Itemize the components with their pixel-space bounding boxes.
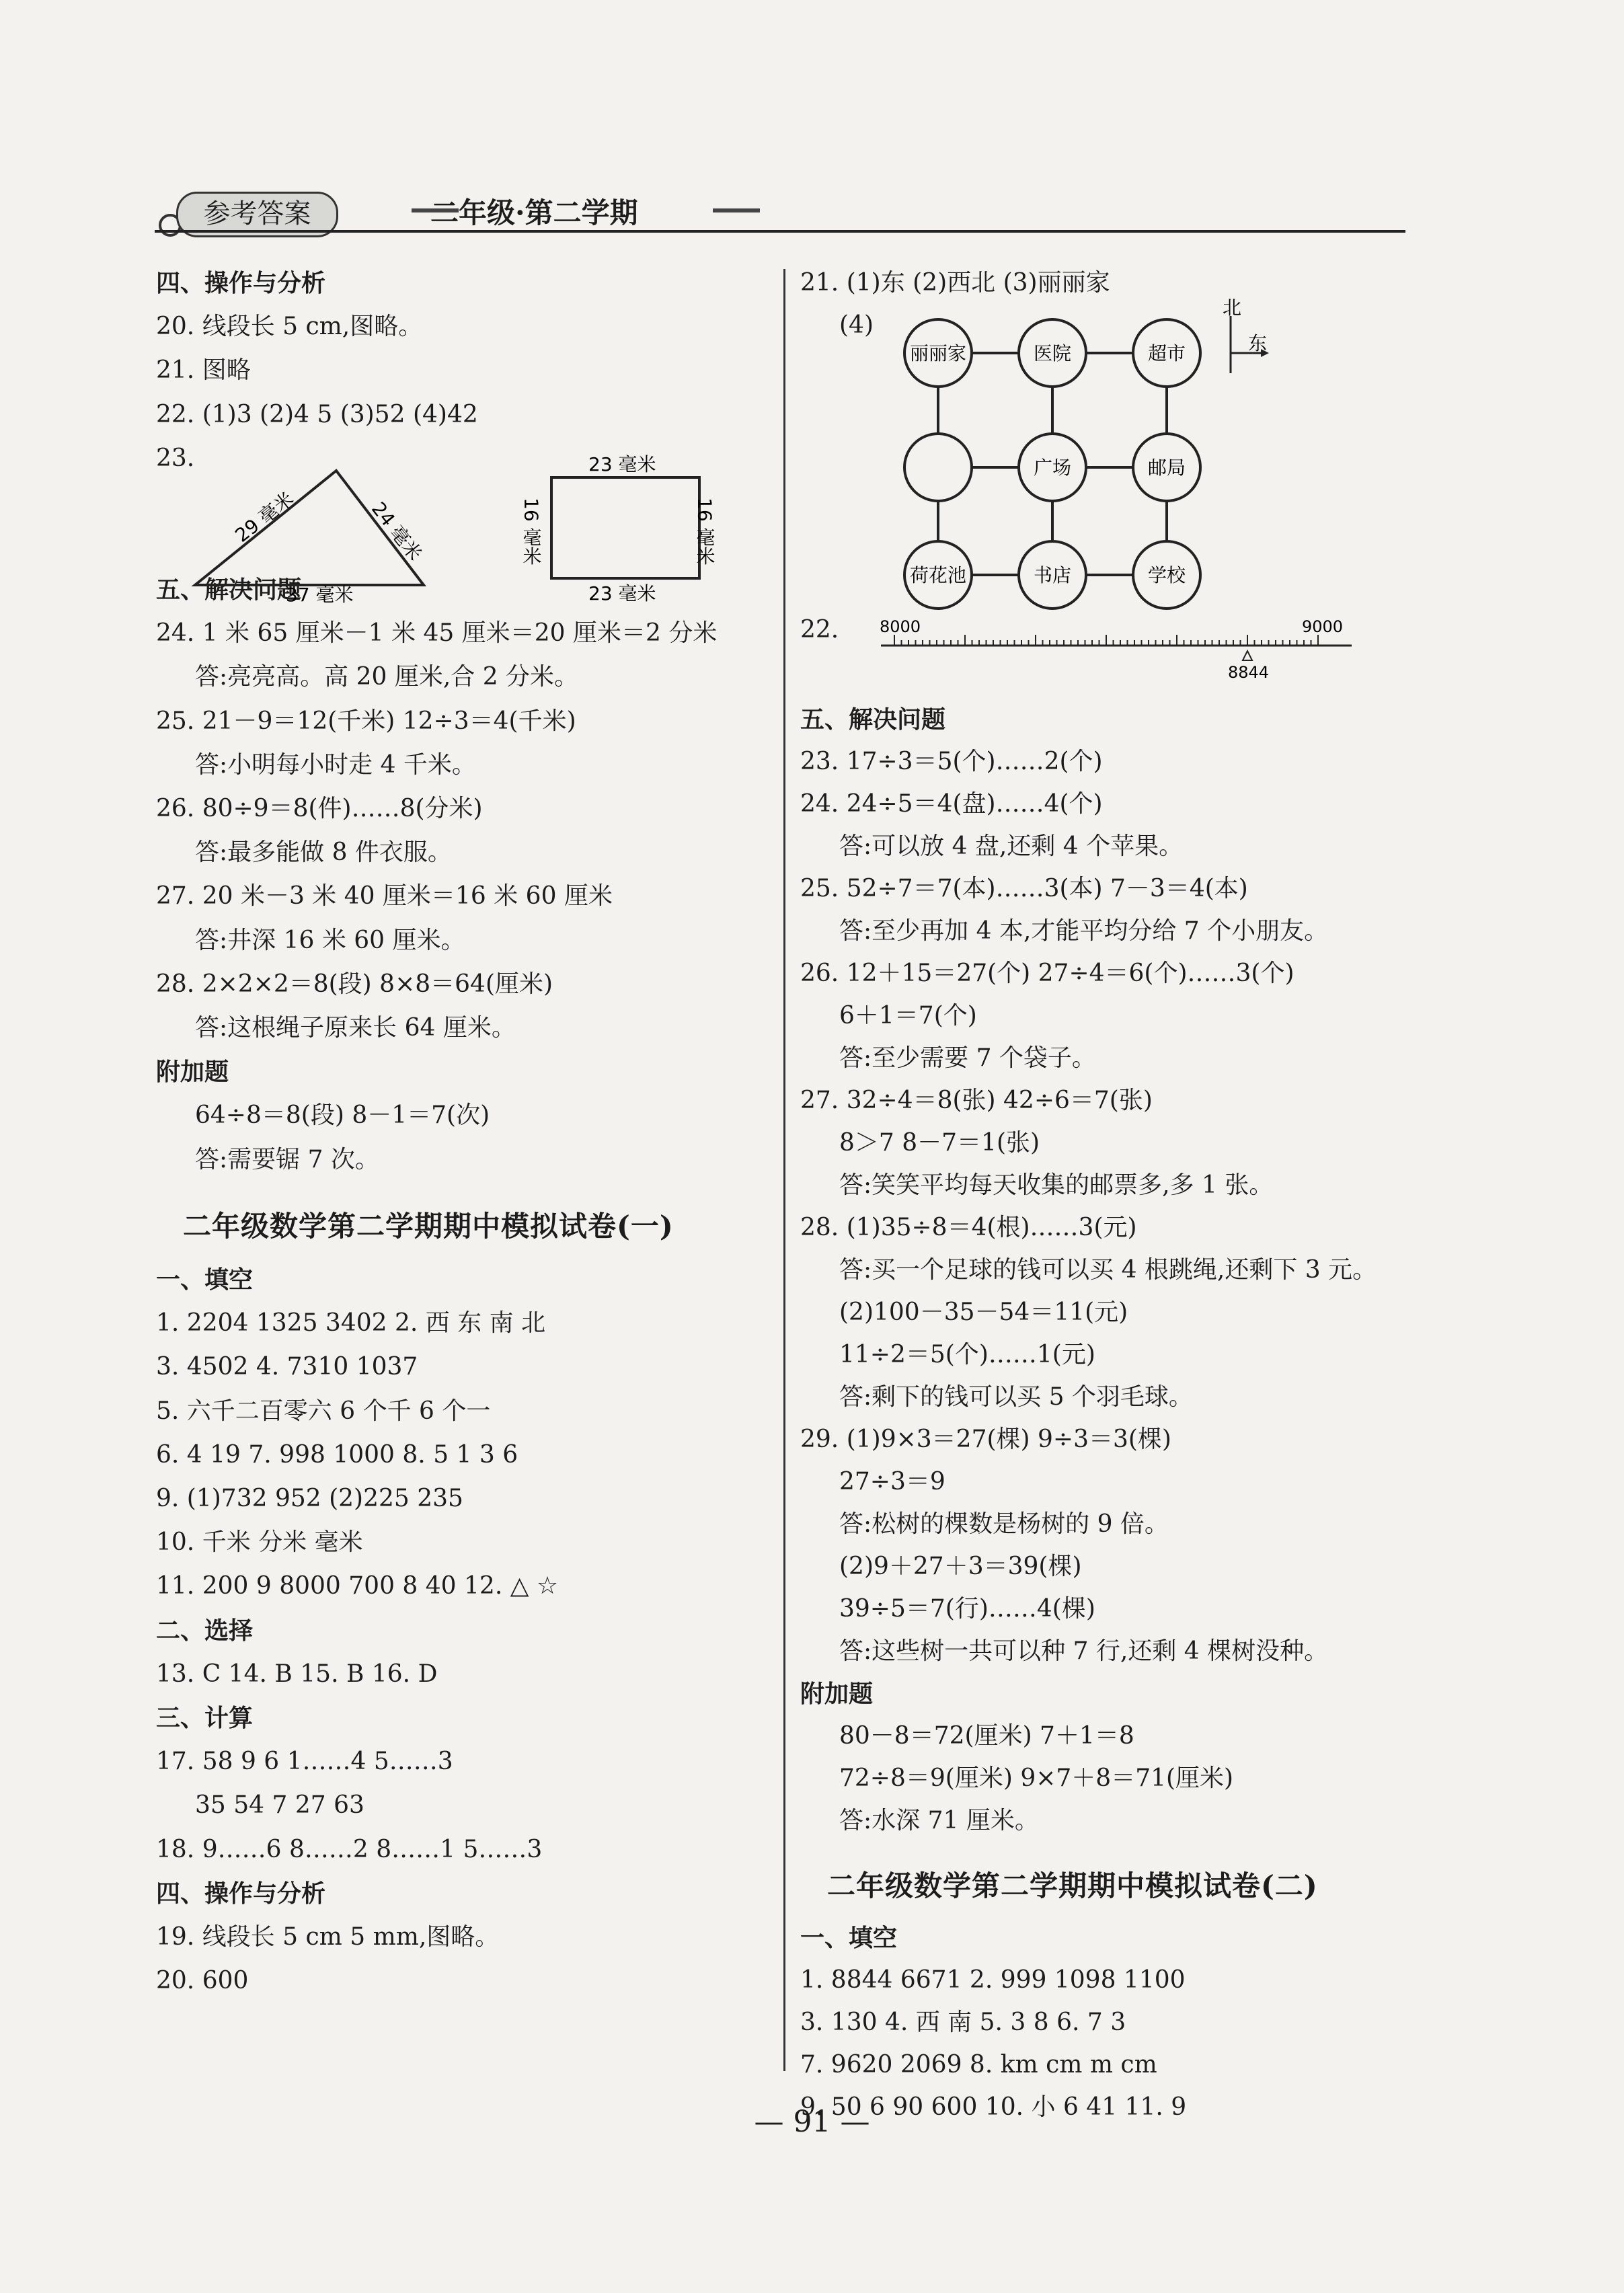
answer-line: 27. 20 米－3 米 40 厘米＝16 米 60 厘米 [156, 882, 613, 910]
answer-line: 答:至少需要 7 个袋子。 [839, 1044, 1096, 1072]
map-node-circle [904, 434, 972, 501]
answer-line: 答:水深 71 厘米。 [839, 1807, 1039, 1834]
answer-line: 21. 图略 [156, 356, 251, 385]
answer-line: 答:这根绳子原来长 64 厘米。 [195, 1014, 516, 1042]
map-node-label: 书店 [1033, 564, 1072, 586]
answer-line: 6. 4 19 7. 998 1000 8. 5 1 3 6 [156, 1440, 518, 1469]
answer-line: 28. 2×2×2＝8(段) 8×8＝64(厘米) [156, 970, 553, 998]
answer-line: 11÷2＝5(个)……1(元) [839, 1341, 1095, 1368]
answer-line: 35 54 7 27 63 [195, 1791, 364, 1820]
rect-right-label: 16 毫米 [693, 498, 716, 566]
answer-line: 20. 600 [156, 1967, 249, 1995]
column-divider [783, 269, 785, 2071]
answer-line: 1. 2204 1325 3402 2. 西 东 南 北 [156, 1309, 546, 1337]
map-east-label: 东 [1248, 332, 1268, 354]
answer-line: 11. 200 9 8000 700 8 40 12. △ ☆ [156, 1572, 559, 1600]
answer-line: 1. 8844 6671 2. 999 1098 1100 [800, 1966, 1186, 1994]
answer-line: 18. 9……6 8……2 8……1 5……3 [156, 1835, 543, 1863]
map-node-label: 丽丽家 [909, 342, 967, 364]
answer-line: 24. 24÷5＝4(盘)……4(个) [800, 790, 1103, 818]
figure-map [894, 297, 1271, 615]
answer-line: 答:松树的棵数是杨树的 9 倍。 [839, 1510, 1169, 1538]
answer-line: 27. 32÷4＝8(张) 42÷6＝7(张) [800, 1087, 1153, 1114]
answer-line: 25. 52÷7＝7(本)……3(本) 7－3＝4(本) [800, 875, 1248, 902]
exam-title: 二年级数学第二学期期中模拟试卷(二) [827, 1869, 1318, 1902]
answer-line: 72÷8＝9(厘米) 9×7＋8＝71(厘米) [839, 1764, 1234, 1792]
answer-line: 3. 4502 4. 7310 1037 [156, 1353, 418, 1381]
answer-line: 答:买一个足球的钱可以买 4 根跳绳,还剩下 3 元。 [839, 1256, 1377, 1284]
answer-line: 23. 17÷3＝5(个)……2(个) [800, 748, 1103, 775]
page-number: — 91 — [754, 2105, 870, 2139]
answer-line: (2)9＋27＋3＝39(棵) [839, 1553, 1082, 1580]
answer-line: 22. [800, 616, 839, 644]
answer-line: 26. 12＋15＝27(个) 27÷4＝6(个)……3(个) [800, 960, 1294, 987]
section-heading: 二、选择 [156, 1616, 254, 1645]
answer-line: (2)100－35－54＝11(元) [839, 1298, 1128, 1326]
answer-line: 答:最多能做 8 件衣服。 [195, 839, 452, 867]
answer-line: 3. 130 4. 西 南 5. 3 8 6. 7 3 [800, 2009, 1126, 2036]
answer-line: 39÷5＝7(行)……4(棵) [839, 1595, 1095, 1623]
answer-line: 27÷3＝9 [839, 1468, 945, 1495]
answer-line: 答:笑笑平均每天收集的邮票多,多 1 张。 [839, 1171, 1274, 1199]
answer-line: 7. 9620 2069 8. km cm m cm [800, 2051, 1157, 2078]
exam-title: 二年级数学第二学期期中模拟试卷(一) [183, 1209, 674, 1243]
section-heading: 三、计算 [156, 1704, 254, 1732]
triangle-left-label: 29 毫米 [231, 488, 298, 547]
section-heading: 四、操作与分析 [156, 269, 326, 297]
answer-line: 答:至少再加 4 本,才能平均分给 7 个小朋友。 [839, 917, 1329, 945]
numberline-mark: 8844 [1228, 663, 1270, 682]
answer-line: 28. (1)35÷8＝4(根)……3(元) [800, 1214, 1137, 1241]
answer-line: 80－8＝72(厘米) 7＋1＝8 [839, 1722, 1134, 1750]
map-node-label: 邮局 [1147, 457, 1186, 479]
header-badge: 参考答案 [176, 192, 338, 237]
triangle-right-label: 24 毫米 [367, 498, 426, 565]
answer-line: 答:井深 16 米 60 厘米。 [195, 926, 465, 954]
rect-bottom-label: 23 毫米 [588, 582, 656, 605]
answer-line: 答:亮亮高。高 20 厘米,合 2 分米。 [195, 663, 579, 691]
map-node-label: 医院 [1033, 342, 1072, 364]
header-title: 二年级·第二学期 [430, 196, 638, 229]
answer-line: 8＞7 8－7＝1(张) [839, 1129, 1040, 1157]
answer-line: 13. C 14. B 15. B 16. D [156, 1660, 438, 1688]
answer-line: 9. (1)732 952 (2)225 235 [156, 1485, 463, 1512]
figure-rectangle [520, 451, 726, 605]
header-dash-right [713, 208, 760, 212]
section-heading: 附加题 [156, 1058, 229, 1087]
header-rule [155, 230, 1405, 233]
answer-line: 29. (1)9×3＝27(棵) 9÷3＝3(棵) [800, 1426, 1171, 1453]
map-node-label: 超市 [1147, 342, 1186, 364]
rect-left-label: 16 毫米 [520, 498, 543, 566]
answer-line: 24. 1 米 65 厘米－1 米 45 厘米＝20 厘米＝2 分米 [156, 619, 718, 648]
answer-line: 22. (1)3 (2)4 5 (3)52 (4)42 [156, 400, 478, 428]
answer-line: 答:剩下的钱可以买 5 个羽毛球。 [839, 1383, 1193, 1411]
figure-triangle [188, 457, 444, 605]
section-heading: 四、操作与分析 [156, 1879, 326, 1908]
answer-line: 64÷8＝8(段) 8－1＝7(次) [195, 1101, 490, 1130]
answer-line: 5. 六千二百零六 6 个千 6 个一 [156, 1397, 491, 1425]
rect-top-label: 23 毫米 [588, 453, 656, 475]
answer-line: 23. [156, 444, 195, 472]
answer-line: 答:需要锯 7 次。 [195, 1145, 379, 1173]
answer-line: 26. 80÷9＝8(件)……8(分米) [156, 795, 483, 822]
map-node-label: 学校 [1147, 564, 1186, 586]
answer-line: 19. 线段长 5 cm 5 mm,图略。 [156, 1923, 500, 1951]
map-node-label: 荷花池 [909, 564, 967, 586]
section-heading: 一、填空 [156, 1266, 254, 1294]
figure-numberline [874, 612, 1358, 682]
numberline-end: 9000 [1302, 617, 1344, 636]
answer-line: 20. 线段长 5 cm,图略。 [156, 313, 423, 341]
answer-line: 答:这些树一共可以种 7 行,还剩 4 棵树没种。 [839, 1637, 1329, 1665]
answer-line: 答:可以放 4 盘,还剩 4 个苹果。 [839, 832, 1184, 860]
answer-line: 6＋1＝7(个) [839, 1002, 977, 1029]
section-heading: 一、填空 [800, 1924, 898, 1952]
section-heading: 五、解决问题 [800, 705, 946, 734]
answer-line: 17. 58 9 6 1……4 5……3 [156, 1748, 453, 1776]
answer-line: 10. 千米 分米 毫米 [156, 1528, 363, 1557]
section-heading: 附加题 [800, 1680, 874, 1708]
numberline-start: 8000 [880, 617, 921, 636]
map-north-label: 北 [1223, 297, 1242, 319]
answer-line: 9. 50 6 90 600 10. 小 6 41 11. 9 [800, 2093, 1187, 2121]
answer-line: (4) [839, 311, 874, 339]
answer-line: 25. 21－9＝12(千米) 12÷3＝4(千米) [156, 707, 576, 735]
answer-line: 答:小明每小时走 4 千米。 [195, 750, 476, 779]
section-heading: 五、解决问题 [156, 576, 302, 604]
answer-line: 21. (1)东 (2)西北 (3)丽丽家 [800, 269, 1110, 297]
triangle-bottom-label: 37 毫米 [286, 584, 354, 606]
map-node-label: 广场 [1033, 457, 1072, 479]
